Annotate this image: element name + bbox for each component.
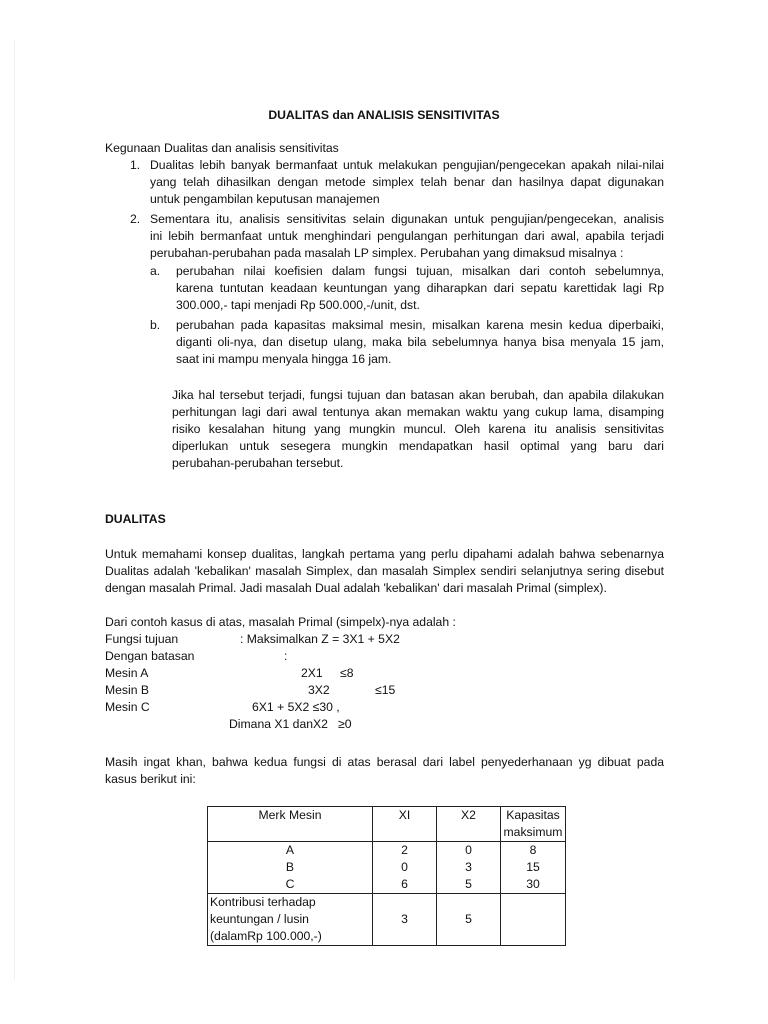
list-number-2: 2. xyxy=(130,212,141,226)
merk-value: A xyxy=(285,843,295,857)
mesin-a-rhs: ≤8 xyxy=(340,666,354,680)
x1-value: 6 xyxy=(401,877,408,891)
kontribusi-line: Kontribusi terhadap xyxy=(210,895,316,909)
dualitas-paragraph-1 xyxy=(105,546,664,597)
mesin-table xyxy=(207,806,566,946)
batasan-label: Dengan batasan xyxy=(105,649,195,663)
mesin-b-label: Mesin B xyxy=(105,683,150,697)
dualitas-line: Dualitas adalah 'kebalikan' masalah Simplex, dan masalah Simplex sendiri selanjutnya sering disebut xyxy=(105,564,664,578)
closing-line: diperlukan untuk sesegera mungkin mendapatkan hasil optimal yang baru dari xyxy=(172,439,664,453)
sub-item-a xyxy=(176,263,664,314)
cell-kontribusi-x2: 5 xyxy=(437,894,501,946)
list-item-1-line: Dualitas lebih banyak bermanfaat untuk melakukan pengujian/pengecekan apakah nilai-nilai xyxy=(150,158,664,172)
dualitas-heading: DUALITAS xyxy=(105,512,166,526)
table-row xyxy=(208,842,566,894)
sub-item-a-line: karena tuntutan keadaan keuntungan yang diharapkan dari sepatu karettidak lagi Rp xyxy=(176,281,664,295)
list-item-1-line: untuk pengambilan keputusan manajemen xyxy=(150,192,380,206)
mesin-b-rhs: ≤15 xyxy=(375,683,396,697)
list-item-1 xyxy=(150,157,664,208)
header-x1: XI xyxy=(373,807,437,842)
dimana-rhs: ≥0 xyxy=(338,717,352,731)
cell-x1 xyxy=(373,842,437,894)
dualitas-line: kasus berikut ini: xyxy=(105,772,196,786)
header-kapasitas xyxy=(501,807,566,842)
x1-value: 0 xyxy=(401,860,408,874)
mesin-a-label: Mesin A xyxy=(105,666,149,680)
x2-value: 0 xyxy=(465,843,472,857)
sub-item-b-label: b. xyxy=(150,318,161,332)
kontribusi-line: keuntungan / lusin xyxy=(210,912,309,926)
list-item-2 xyxy=(150,211,664,262)
list-item-2-line: ini lebih bermanfaat untuk menghindari pengulangan perhitungan dari awal, apabila terjadi xyxy=(150,229,664,243)
sub-item-a-line: perubahan nilai koefisien dalam fungsi tujuan, misalkan dari contoh sebelumnya, xyxy=(176,264,664,278)
header-x2: X2 xyxy=(437,807,501,842)
dualitas-paragraph-2 xyxy=(105,754,664,788)
document-title: DUALITAS dan ANALISIS SENSITIVITAS xyxy=(268,108,500,122)
header-kapasitas-line: maksimum xyxy=(503,825,563,839)
table-header-row xyxy=(208,807,566,842)
x2-value: 3 xyxy=(465,860,472,874)
mesin-c-label: Mesin C xyxy=(105,700,150,714)
merk-value: B xyxy=(285,860,295,874)
dimana-expr: Dimana X1 danX2 xyxy=(229,717,328,731)
cell-merk xyxy=(208,842,373,894)
cell-kontribusi-x1: 3 xyxy=(373,894,437,946)
kapasitas-value: 15 xyxy=(526,860,540,874)
fungsi-tujuan-value: : Maksimalkan Z = 3X1 + 5X2 xyxy=(240,632,400,646)
dualitas-line: Untuk memahami konsep dualitas, langkah pertama yang perlu dipahami adalah bahwa sebenarnya xyxy=(105,547,664,561)
kontribusi-line: (dalamRp 100.000,-) xyxy=(210,929,322,943)
list-number-1: 1. xyxy=(130,158,141,172)
batasan-colon: : xyxy=(284,649,288,663)
intro-heading: Kegunaan Dualitas dan analisis sensitivitas xyxy=(105,141,339,155)
sub-item-b-line: diganti oli-nya, dan disetup ulang, maka bila sebelumnya hanya bisa menyala 15 jam, xyxy=(176,335,664,349)
list-item-2-line: perubahan-perubahan pada masalah LP simplex. Perubahan yang dimaksud misalnya : xyxy=(150,246,624,260)
mesin-b-expr: 3X2 xyxy=(308,683,330,697)
sub-item-b-line: perubahan pada kapasitas maksimal mesin, misalkan karena mesin kedua diperbaiki, xyxy=(176,318,664,332)
kapasitas-value: 30 xyxy=(526,877,540,891)
list-item-2-line: Sementara itu, analisis sensitivitas selain digunakan untuk pengujian/pengecekan, analisis xyxy=(150,212,664,226)
cell-kontribusi-kapasitas xyxy=(501,894,566,946)
page-edge xyxy=(14,40,15,980)
mesin-c-expr: 6X1 + 5X2 ≤30 , xyxy=(252,700,340,714)
cell-kapasitas xyxy=(501,842,566,894)
closing-line: risiko kesalahan hitung yang mungkin muncul. Oleh karena itu analisis sensitivitas xyxy=(172,422,664,436)
dualitas-line: Masih ingat khan, bahwa kedua fungsi di atas berasal dari label penyederhanaan yg dibuat pada xyxy=(105,755,664,769)
x1-value: 2 xyxy=(401,843,408,857)
closing-line: perubahan-perubahan tersebut. xyxy=(172,456,344,470)
closing-line: perhitungan lagi dari awal tentunya akan memakan waktu yang cukup lama, disamping xyxy=(172,405,664,419)
x2-value: 5 xyxy=(465,877,472,891)
fungsi-tujuan-label: Fungsi tujuan xyxy=(105,632,179,646)
cell-kontribusi-label xyxy=(208,894,373,946)
list-item-1-line: yang telah dihasilkan dengan metode simplex telah benar dan hasilnya dapat digunakan xyxy=(150,175,664,189)
header-kapasitas-line: Kapasitas xyxy=(506,808,560,822)
cell-x2 xyxy=(437,842,501,894)
dualitas-line: dengan masalah Primal. Jadi masalah Dual adalah 'kebalikan' dari masalah Primal (simplex). xyxy=(105,581,607,595)
table-row-kontribusi xyxy=(208,894,566,946)
header-merk-mesin: Merk Mesin xyxy=(208,807,373,842)
sub-item-a-label: a. xyxy=(150,264,161,278)
closing-line: Jika hal tersebut terjadi, fungsi tujuan dan batasan akan berubah, dan apabila dilakukan xyxy=(172,388,664,402)
mesin-a-expr: 2X1 xyxy=(301,666,323,680)
sub-item-b-line: saat ini mampu menyala hingga 16 jam. xyxy=(176,352,392,366)
sub-item-a-line: 300.000,- tapi menjadi Rp 500.000,-/unit, dst. xyxy=(176,298,420,312)
closing-paragraph xyxy=(172,387,664,472)
primal-intro: Dari contoh kasus di atas, masalah Primal (simpelx)-nya adalah : xyxy=(105,615,456,629)
merk-value: C xyxy=(285,877,295,891)
kapasitas-value: 8 xyxy=(529,843,537,857)
sub-item-b xyxy=(176,317,664,368)
